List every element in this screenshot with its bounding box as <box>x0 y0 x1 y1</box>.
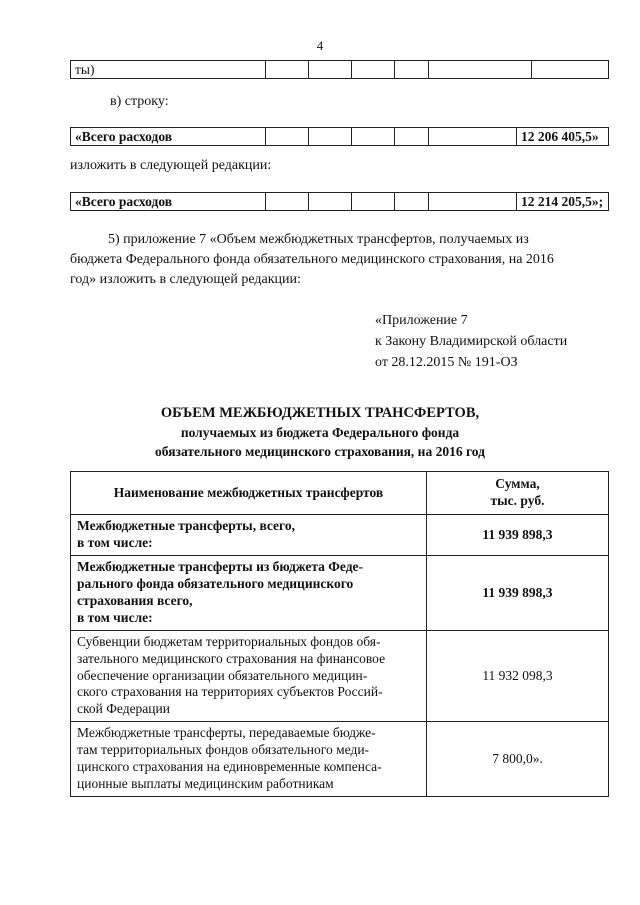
paragraph-line: год» изложить в следующей редакции: <box>70 272 301 287</box>
paragraph-line: бюджета Федерального фонда обязательного медицинского страхования, на 2016 <box>70 252 554 267</box>
title-line-1: ОБЪЕМ МЕЖБЮДЖЕТНЫХ ТРАНСФЕРТОВ, <box>160 405 480 421</box>
total-new-table <box>70 192 609 211</box>
table-row <box>71 128 609 146</box>
transfers-table <box>70 471 609 797</box>
row-value: 11 939 898,3 <box>427 556 609 631</box>
total-old-value: 12 206 405,5» <box>517 128 609 146</box>
row-value: 7 800,0». <box>427 722 609 797</box>
row-label: ты) <box>71 61 266 79</box>
row-name: Субвенции бюджетам территориальных фондов обя- зательного медицинского страхования на финансовое обеспечение организации обязательного медицин- ского страхования на территориях субъектов Россий- ской Федерации <box>71 631 427 722</box>
header-sum-line: тыс. руб. <box>490 493 545 508</box>
table-header-row <box>71 472 609 515</box>
row-name: Межбюджетные трансферты, передаваемые бюдже- там территориальных фондов обязательного меди- цинского страхования на единовременные компенса- ционные выплаты медицинским работникам <box>71 722 427 797</box>
table-row <box>71 722 609 797</box>
appendix-note <box>375 310 567 373</box>
row-name: Межбюджетные трансферты из бюджета Феде- рального фонда обязательного медицинского страхования всего, в том числе: <box>71 556 427 631</box>
appendix-note-line: от 28.12.2015 № 191-ОЗ <box>375 355 518 370</box>
item-v: в) строку: <box>110 94 169 109</box>
table-row <box>71 61 609 79</box>
row-value: 11 939 898,3 <box>427 515 609 556</box>
table-row <box>71 515 609 556</box>
appendix-note-line: к Закону Владимирской области <box>375 334 568 349</box>
paragraph-line: 5) приложение 7 «Объем межбюджетных трансфертов, получаемых из <box>108 232 529 247</box>
page-number: 4 <box>316 38 324 53</box>
total-new-value: 12 214 205,5»; <box>517 193 609 211</box>
header-name: Наименование межбюджетных трансфертов <box>71 472 427 515</box>
top-row-table <box>70 60 609 79</box>
instruction-text: изложить в следующей редакции: <box>70 158 272 173</box>
total-old-label: «Всего расходов <box>71 128 266 146</box>
title-line-3: обязательного медицинского страхования, на 2016 год <box>155 444 485 459</box>
row-name: Межбюджетные трансферты, всего, в том числе: <box>71 515 427 556</box>
header-sum <box>427 472 609 515</box>
total-old-table <box>70 127 609 146</box>
row-value: 11 932 098,3 <box>427 631 609 722</box>
table-row <box>71 631 609 722</box>
item-5-paragraph <box>70 230 608 290</box>
title-line-2: получаемых из бюджета Федерального фонда <box>180 425 460 440</box>
appendix-note-line: «Приложение 7 <box>375 313 468 328</box>
total-new-label: «Всего расходов <box>71 193 266 211</box>
table-row <box>71 193 609 211</box>
document-title <box>0 404 640 461</box>
header-sum-line: Сумма, <box>495 476 540 492</box>
table-row <box>71 556 609 631</box>
